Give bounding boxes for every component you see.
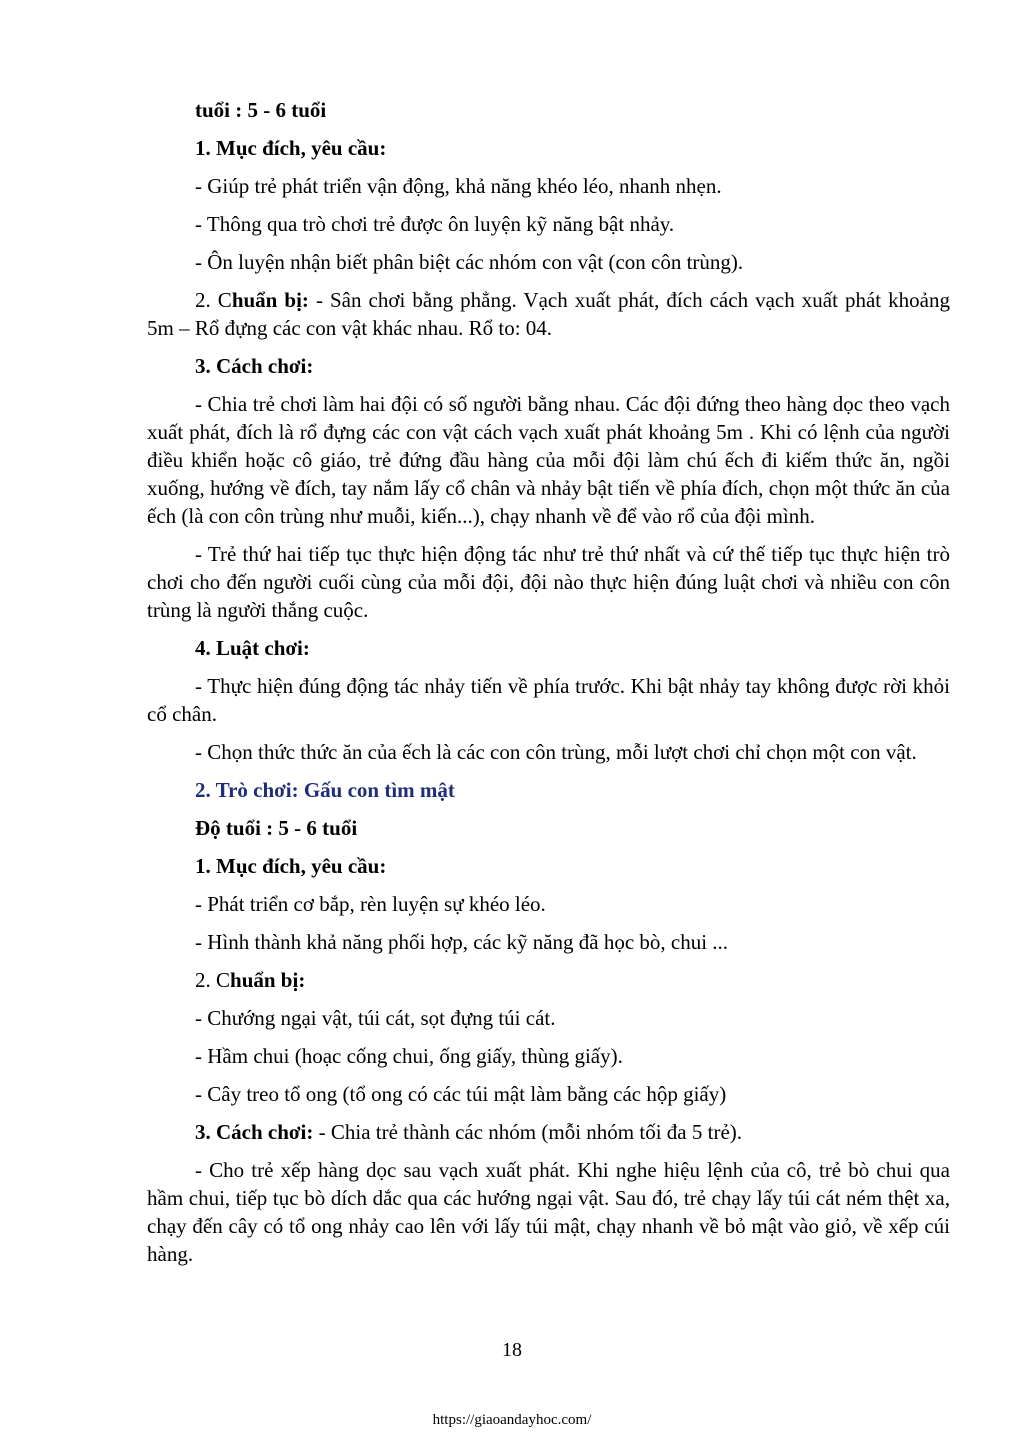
game2-prep-item: - Hầm chui (hoạc cống chui, ống giấy, thùng giấy). <box>195 1044 623 1068</box>
game1-howto-paragraph: - Trẻ thứ hai tiếp tục thực hiện động tác như trẻ thứ nhất và cứ thế tiếp tục thực hiện trò chơi cho đến người cuối cùng của mỗi đội, đội nào thực hiện đúng luật chơi và nhiều con côn trùng là người thắng cuộc. <box>147 542 950 622</box>
game1-rules-heading: 4. Luật chơi: <box>195 636 310 660</box>
page-number: 18 <box>502 1339 522 1361</box>
game1-purpose-item: - Ôn luyện nhận biết phân biệt các nhóm con vật (con côn trùng). <box>195 250 744 274</box>
game2-age: Độ tuổi : 5 - 6 tuổi <box>195 816 358 840</box>
game2-howto <box>147 1118 950 1146</box>
game1-preparation <box>147 286 950 342</box>
game2-purpose-item: - Hình thành khả năng phối hợp, các kỹ năng đã học bò, chui ... <box>195 930 729 954</box>
game2-prep-prefix: 2. C <box>195 968 231 992</box>
game2-howto-inline: - Chia trẻ thành các nhóm (mỗi nhóm tối đa 5 trẻ). <box>313 1120 743 1144</box>
game1-age: tuổi : 5 - 6 tuổi <box>195 98 327 122</box>
game1-purpose-heading: 1. Mục đích, yêu cầu: <box>195 136 387 160</box>
game1-prep-label: huẩn bị: <box>231 288 309 312</box>
game2-prep-item: - Cây treo tổ ong (tổ ong có các túi mật làm bằng các hộp giấy) <box>195 1082 727 1106</box>
game1-prep-prefix: 2. C <box>195 288 232 312</box>
game1-howto-paragraph: - Chia trẻ chơi làm hai đội có số người bằng nhau. Các đội đứng theo hàng dọc theo vạch xuất phát, đích là rổ đựng các con vật cách vạch xuất phát khoảng 5m . Khi có lệnh của người điều khiển hoặc cô giáo, trẻ đứng đầu hàng của mỗi đội làm chú ếch đi kiếm thức ăn, ngồi xuống, hướng về đích, tay nắm lấy cổ chân và nhảy bật tiến về phía đích, chọn một thức ăn của ếch (là con côn trùng như muỗi, kiến...), chạy nhanh về để vào rổ của đội mình. <box>147 392 950 528</box>
game1-purpose-item: - Thông qua trò chơi trẻ được ôn luyện kỹ năng bật nhảy. <box>195 212 675 236</box>
game2-prep-item: - Chướng ngại vật, túi cát, sọt đựng túi cát. <box>195 1006 556 1030</box>
game2-purpose-item: - Phát triển cơ bắp, rèn luyện sự khéo léo. <box>195 892 546 916</box>
game1-rules-paragraph: - Thực hiện đúng động tác nhảy tiến về phía trước. Khi bật nhảy tay không được rời khỏi cổ chân. <box>147 674 950 726</box>
footer-url: https://giaoandayhoc.com/ <box>432 1412 592 1428</box>
document-body <box>147 96 950 1278</box>
game2-title: 2. Trò chơi: Gấu con tìm mật <box>195 778 455 802</box>
game1-howto-heading: 3. Cách chơi: <box>195 354 314 378</box>
game2-prep-label: huẩn bị: <box>230 968 306 992</box>
game1-prep-text: - Sân chơi bằng phẳng. Vạch xuất phát, đích cách vạch xuất phát khoảng 5m – Rổ đựng các con vật khác nhau. Rổ to: 04. <box>147 288 951 340</box>
game2-howto-heading: 3. Cách chơi: <box>195 1120 314 1144</box>
game2-purpose-heading: 1. Mục đích, yêu cầu: <box>195 854 387 878</box>
game1-rules-paragraph: - Chọn thức thức ăn của ếch là các con côn trùng, mỗi lượt chơi chỉ chọn một con vật. <box>195 740 917 764</box>
game2-preparation-heading <box>147 966 950 994</box>
game2-howto-paragraph: - Cho trẻ xếp hàng dọc sau vạch xuất phát. Khi nghe hiệu lệnh của cô, trẻ bò chui qua hầm chui, tiếp tục bò dích dắc qua các hướng ngại vật. Sau đó, trẻ chạy lấy túi cát ném thệt xa, chạy đến cây có tổ ong nhảy cao lên với lấy túi mật, chạy nhanh về bỏ mật vào giỏ, về xếp cúi hàng. <box>147 1158 950 1266</box>
game1-purpose-item: - Giúp trẻ phát triển vận động, khả năng khéo léo, nhanh nhẹn. <box>195 174 722 198</box>
